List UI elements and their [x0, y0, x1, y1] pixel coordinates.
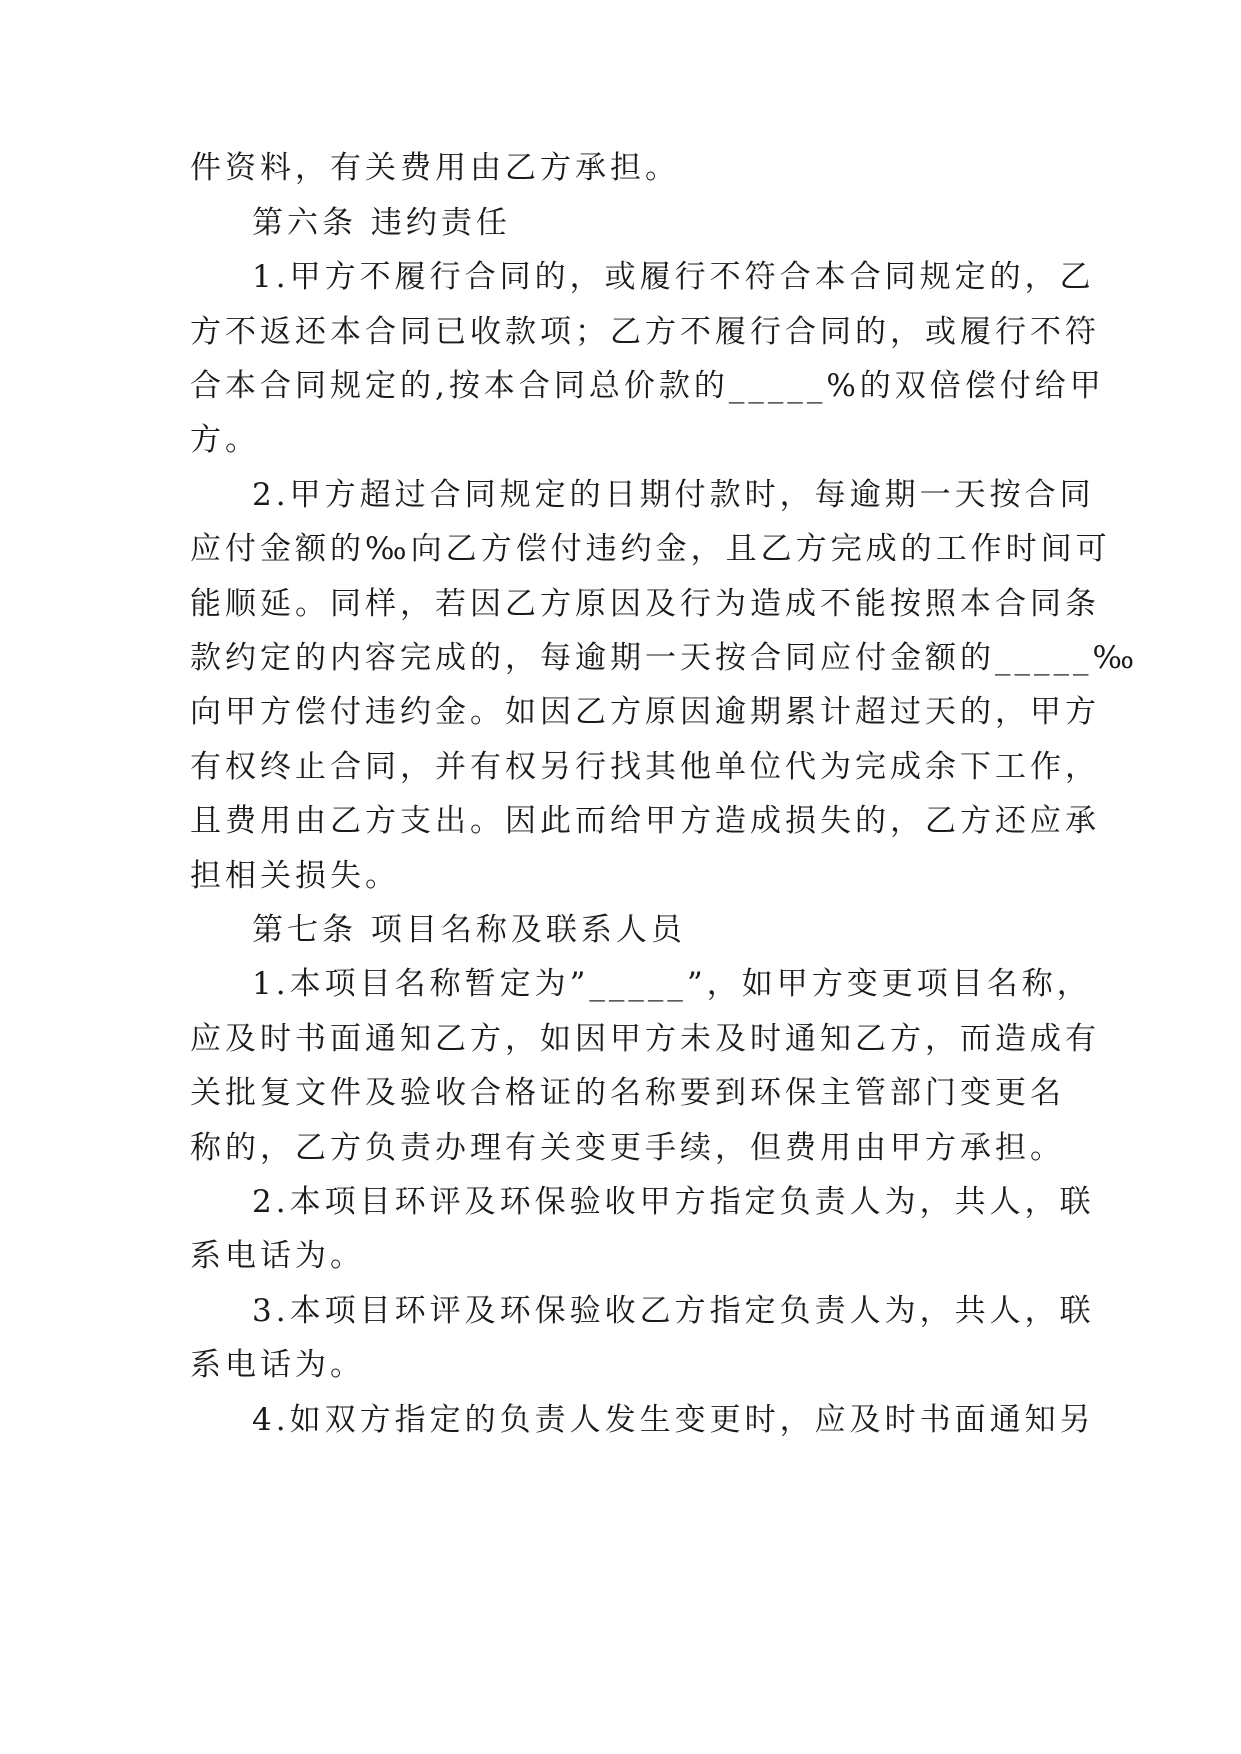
text-line: 4.如双方指定的负责人发生变更时，应及时书面通知另 — [252, 1402, 1095, 1438]
text-line: 2.本项目环评及环保验收甲方指定负责人为，共人，联 — [252, 1184, 1095, 1220]
text-line: 1.本项目名称暂定为”_____”，如甲方变更项目名称， — [252, 966, 1092, 1002]
text-line: 称的，乙方负责办理有关变更手续，但费用由甲方承担。 — [190, 1130, 1065, 1166]
text-line: 向甲方偿付违约金。如因乙方原因逾期累计超过天的，甲方 — [190, 694, 1100, 730]
text-line: 应及时书面通知乙方，如因甲方未及时通知乙方，而造成有 — [190, 1021, 1100, 1057]
text-line: 担相关损失。 — [190, 858, 400, 894]
text-line: 1.甲方不履行合同的，或履行不符合本合同规定的，乙 — [252, 259, 1095, 295]
text-line: 2.甲方超过合同规定的日期付款时，每逾期一天按合同 — [252, 477, 1095, 513]
text-line: 系电话为。 — [190, 1238, 365, 1274]
text-line: 件资料，有关费用由乙方承担。 — [190, 150, 680, 186]
section-heading-7: 第七条 项目名称及联系人员 — [252, 912, 686, 948]
text-line: 且费用由乙方支出。因此而给甲方造成损失的，乙方还应承 — [190, 803, 1100, 839]
text-line: 方。 — [190, 422, 260, 458]
text-line: 款约定的内容完成的，每逾期一天按合同应付金额的_____‰ — [190, 640, 1139, 676]
text-line: 系电话为。 — [190, 1347, 365, 1383]
text-line: 能顺延。同样，若因乙方原因及行为造成不能按照本合同条 — [190, 586, 1100, 622]
text-line: 合本合同规定的,按本合同总价款的_____%的双倍偿付给甲 — [190, 368, 1105, 404]
text-line: 3.本项目环评及环保验收乙方指定负责人为，共人，联 — [252, 1293, 1095, 1329]
text-line: 关批复文件及验收合格证的名称要到环保主管部门变更名 — [190, 1075, 1065, 1111]
text-line: 方不返还本合同已收款项；乙方不履行合同的，或履行不符 — [190, 314, 1100, 350]
text-line: 有权终止合同，并有权另行找其他单位代为完成余下工作， — [190, 749, 1100, 785]
section-heading-6: 第六条 违约责任 — [252, 205, 511, 241]
text-line: 应付金额的‰向乙方偿付违约金，且乙方完成的工作时间可 — [190, 531, 1111, 567]
